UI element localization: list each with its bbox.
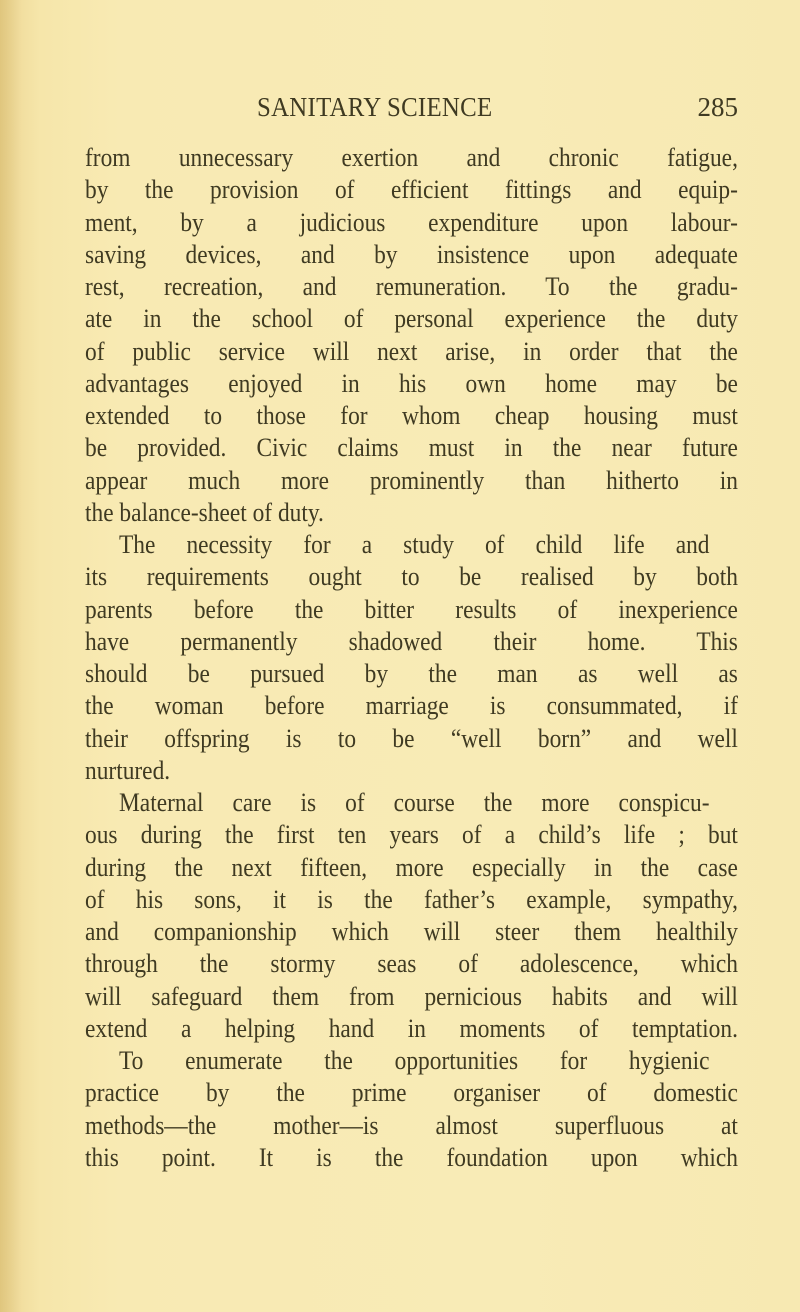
- text-line: have permanently shadowed their home. This: [85, 626, 738, 656]
- text-line: ous during the first ten years of a child’s life ; but: [85, 820, 738, 850]
- text-line: methods—the mother—is almost superfluous at: [85, 1110, 738, 1140]
- text-line: parents before the bitter results of inexperience: [85, 594, 738, 624]
- text-line: of public service will next arise, in order that the: [85, 336, 738, 366]
- text-line: rest, recreation, and remuneration. To the gradu-: [85, 272, 738, 301]
- text-line: their offspring is to be “well born” and well: [85, 723, 738, 753]
- paragraph-2: [85, 529, 738, 787]
- text-line: ment, by a judicious expenditure upon labour-: [85, 207, 738, 237]
- text-line: appear much more prominently than hitherto in: [85, 465, 738, 495]
- body-text: [85, 142, 738, 1174]
- text-line: To enumerate the opportunities for hygienic: [119, 1046, 710, 1075]
- text-line: saving devices, and by insistence upon adequate: [85, 239, 738, 269]
- text-line: extended to those for whom cheap housing must: [85, 401, 738, 430]
- text-line: should be pursued by the man as well as: [85, 659, 738, 688]
- paragraph-1: [85, 142, 738, 529]
- text-line: its requirements ought to be realised by both: [85, 562, 738, 592]
- text-line: the woman before marriage is consummated, if: [85, 691, 738, 721]
- text-line: extend a helping hand in moments of temptation.: [85, 1013, 738, 1043]
- text-line: Maternal care is of course the more conspicu-: [119, 788, 710, 817]
- text-line: be provided. Civic claims must in the near future: [85, 433, 738, 463]
- text-line: The necessity for a study of child life and: [119, 530, 710, 559]
- text-line: the balance-sheet of duty.: [85, 497, 324, 527]
- text-line: by the provision of efficient fittings and equip-: [85, 175, 738, 205]
- page-number: 285: [697, 92, 738, 122]
- text-line: advantages enjoyed in his own home may be: [85, 368, 738, 398]
- text-line: of his sons, it is the father’s example, sympathy,: [85, 884, 738, 914]
- paragraph-3: [85, 787, 738, 1045]
- text-line: nurtured.: [85, 755, 171, 785]
- text-line: from unnecessary exertion and chronic fatigue,: [85, 143, 738, 172]
- running-title: SANITARY SCIENCE: [257, 92, 493, 122]
- paragraph-4: [85, 1045, 738, 1174]
- text-line: and companionship which will steer them healthily: [85, 917, 738, 946]
- text-line: will safeguard them from pernicious habits and will: [85, 981, 738, 1011]
- text-line: ate in the school of personal experience the duty: [85, 304, 738, 334]
- text-line: during the next fifteen, more especially in the case: [85, 852, 738, 882]
- text-line: practice by the prime organiser of domestic: [85, 1078, 738, 1108]
- gutter-shadow: [0, 0, 22, 1312]
- running-head: [85, 92, 738, 126]
- text-line: this point. It is the foundation upon which: [85, 1142, 738, 1172]
- text-line: through the stormy seas of adolescence, which: [85, 949, 738, 979]
